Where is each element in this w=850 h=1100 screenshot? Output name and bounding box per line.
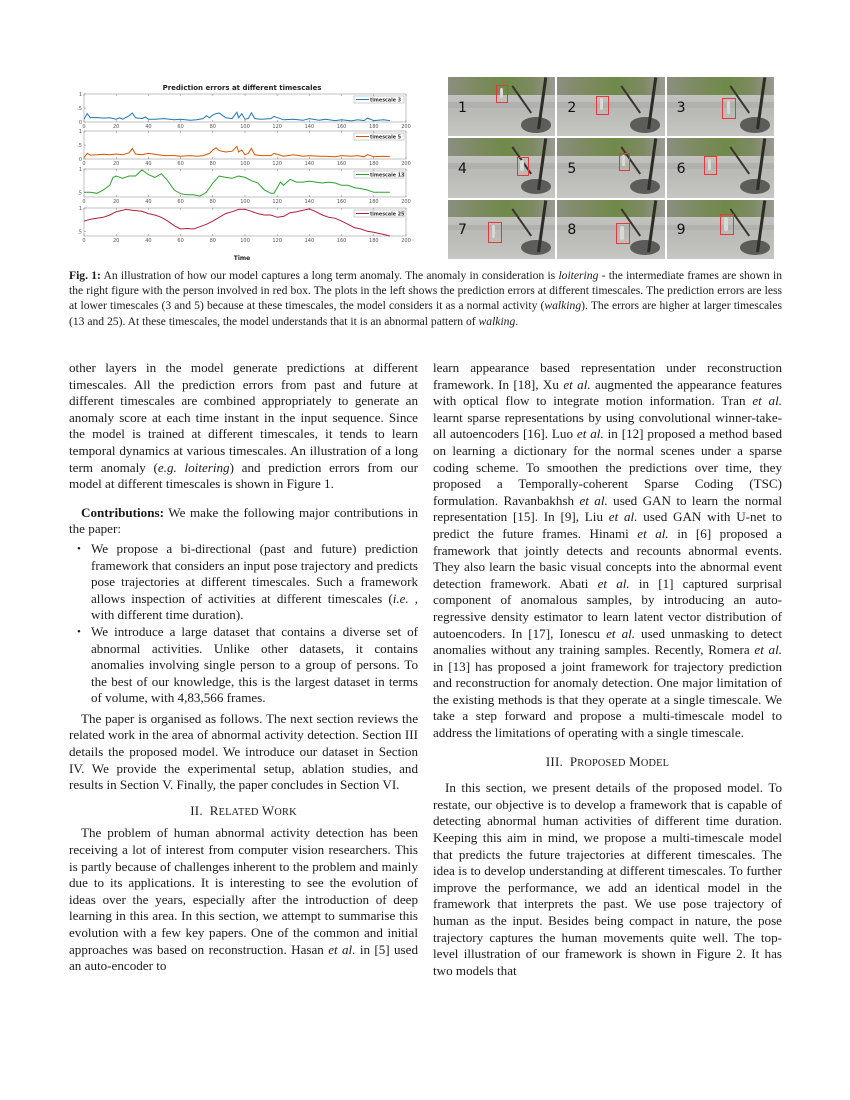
subplot-timescale-13 xyxy=(77,167,411,205)
red-bounding-box xyxy=(704,156,717,175)
video-frame-1 xyxy=(448,77,555,136)
svg-text:20: 20 xyxy=(113,238,120,244)
grass-area xyxy=(557,200,664,218)
svg-text:timescale 3: timescale 3 xyxy=(370,98,402,104)
svg-text:100: 100 xyxy=(240,199,250,205)
tree-base xyxy=(630,117,660,132)
svg-text:20: 20 xyxy=(113,161,120,167)
video-frame-5 xyxy=(557,138,664,197)
svg-text:180: 180 xyxy=(369,161,379,167)
contributions-list xyxy=(69,541,418,707)
svg-text:140: 140 xyxy=(304,199,315,205)
red-bounding-box xyxy=(596,96,609,115)
grass-area xyxy=(557,77,664,95)
svg-text:20: 20 xyxy=(113,199,120,205)
chart-canvas xyxy=(64,82,420,262)
grass-area xyxy=(448,200,555,218)
frame-number: 6 xyxy=(676,160,686,177)
svg-text:160: 160 xyxy=(336,124,347,130)
svg-text:1: 1 xyxy=(78,167,82,173)
svg-text:140: 140 xyxy=(304,161,315,167)
chart-title: Prediction errors at different timescales xyxy=(162,84,322,92)
grass-area xyxy=(448,138,555,156)
frame-number: 7 xyxy=(458,222,467,239)
red-bounding-box xyxy=(616,223,630,244)
contribution-item: • We propose a bi-directional (past and future) prediction framework that considers an input pose trajectory and predicts pose trajectories at different timescales. Such a framework allows inspection of activities at different timescales (i.e. , with different time duration). xyxy=(91,541,418,624)
video-frame-8 xyxy=(557,200,664,259)
grass-area xyxy=(667,77,774,95)
svg-text:60: 60 xyxy=(177,161,184,167)
svg-text:100: 100 xyxy=(240,238,250,244)
svg-text:160: 160 xyxy=(336,161,347,167)
video-frame-2 xyxy=(557,77,664,136)
svg-text:100: 100 xyxy=(240,161,250,167)
svg-text:.5: .5 xyxy=(77,229,82,236)
organisation-paragraph: The paper is organised as follows. The next section reviews the related work in the area of abnormal activity detection. Section III details the proposed model. We introduce our dataset in Section IV. We provide the experimental setup, ablation studies, and results in Section V. Finally, the paper concludes in Section VI. xyxy=(69,710,418,793)
svg-text:140: 140 xyxy=(304,238,315,244)
svg-text:0: 0 xyxy=(82,124,86,130)
frame-number: 3 xyxy=(676,99,686,116)
svg-text:120: 120 xyxy=(272,161,282,167)
svg-text:1: 1 xyxy=(78,92,82,98)
grass-area xyxy=(557,138,664,156)
svg-text:1: 1 xyxy=(78,206,82,212)
svg-text:40: 40 xyxy=(145,238,152,244)
prediction-error-chart xyxy=(64,82,420,262)
tree-base xyxy=(740,179,770,194)
intro-paragraph: other layers in the model generate predictions at different timescales. All the prediction errors from past and future at different timescales are combined appropriately to generate an anomaly score at each time instant in the input sequence. Since the model is trained at different timescales, it tends to learn temporal dynamics at various timescales. An illustration of a long term anomaly (e.g. loitering) and prediction errors from our model at different timescales is shown in Figure 1. xyxy=(69,360,418,492)
section-heading-related-work: II. RELATED WORK xyxy=(190,802,297,818)
subplot-timescale-25 xyxy=(77,206,411,244)
svg-text:80: 80 xyxy=(209,124,216,130)
legend xyxy=(354,133,404,141)
legend xyxy=(354,96,404,104)
right-column xyxy=(433,360,782,979)
svg-text:1: 1 xyxy=(78,129,82,135)
svg-text:0: 0 xyxy=(82,238,86,244)
video-frame-7 xyxy=(448,200,555,259)
svg-text:180: 180 xyxy=(369,238,379,244)
svg-text:timescale 13: timescale 13 xyxy=(370,173,405,179)
svg-text:0: 0 xyxy=(82,199,86,205)
svg-text:0: 0 xyxy=(78,120,82,126)
svg-text:160: 160 xyxy=(336,199,347,205)
svg-text:100: 100 xyxy=(240,124,250,130)
svg-text:80: 80 xyxy=(209,161,216,167)
contributions-paragraph: Contributions: We make the following major contributions in the paper: xyxy=(69,504,418,537)
red-bounding-box xyxy=(488,222,502,243)
red-bounding-box xyxy=(496,85,508,102)
svg-text:timescale 5: timescale 5 xyxy=(370,135,402,141)
loitering-frames-grid xyxy=(448,77,774,259)
svg-text:160: 160 xyxy=(336,238,347,244)
left-column xyxy=(69,360,418,975)
subplot-timescale-5 xyxy=(77,129,411,167)
svg-text:timescale 25: timescale 25 xyxy=(370,212,405,218)
svg-text:120: 120 xyxy=(272,124,282,130)
svg-text:200: 200 xyxy=(401,238,411,244)
tree-base xyxy=(521,117,551,132)
svg-text:.5: .5 xyxy=(77,106,82,112)
red-bounding-box xyxy=(517,157,530,176)
red-bounding-box xyxy=(720,214,734,235)
legend xyxy=(354,210,404,218)
svg-text:120: 120 xyxy=(272,238,282,244)
frame-number: 2 xyxy=(567,99,577,116)
svg-text:.5: .5 xyxy=(77,190,82,197)
video-frame-6 xyxy=(667,138,774,197)
proposed-model-paragraph: In this section, we present details of the proposed model. To restate, our objective is to develop a framework that is capable of detecting abnormal human activities of different time duration. Keeping this aim in mind, we propose a multi-timescale model that predicts the future trajectories at different timescales. The idea is to develop understanding at different timescales. To further improve the performance, we add an identical model in the framework that interprets the past. We use pose trajectory of human as the input. Besides being compact in nature, the pose trajectory captures the human movements quite well. The top-level illustration of our framework is shown in Figure 2. It has two models that xyxy=(433,780,782,978)
svg-text:20: 20 xyxy=(113,124,120,130)
section-heading-proposed-model: III. PROPOSED MODEL xyxy=(545,753,670,769)
grass-area xyxy=(667,138,774,156)
svg-text:80: 80 xyxy=(209,199,216,205)
subplot-timescale-3 xyxy=(77,92,411,130)
svg-text:200: 200 xyxy=(401,124,411,130)
frame-number: 4 xyxy=(458,160,467,177)
contributions-label: Contributions: xyxy=(81,504,164,520)
svg-text:60: 60 xyxy=(177,124,184,130)
svg-text:0: 0 xyxy=(78,157,82,163)
svg-text:40: 40 xyxy=(145,124,152,130)
svg-text:80: 80 xyxy=(209,238,216,244)
svg-text:60: 60 xyxy=(177,238,184,244)
x-axis-label: Time xyxy=(233,255,251,262)
tree-base xyxy=(740,117,770,132)
svg-text:180: 180 xyxy=(369,199,379,205)
svg-text:60: 60 xyxy=(177,199,184,205)
figure-caption: Fig. 1: An illustration of how our model captures a long term anomaly. The anomaly in consideration is loitering - the intermediate frames are shown in the right figure with the person involved in red box. The plots in the left shows the prediction errors at different timescales. The prediction errors are less at lower timescales (3 and 5) because at these timescales, the model considers it as a normal activity (walking). The errors are higher at larger timescales (13 and 25). At these timescales, the model understands that it is an abnormal pattern of walking. xyxy=(69,269,782,328)
svg-text:180: 180 xyxy=(369,124,379,130)
related-work-continued: learn appearance based representation under reconstruction framework. In [18], Xu et al. augmented the appearance features with optical flow to integrate motion information. Tran et al. learnt sparse representations by using convolutional winner-take-all autoencoders [16]. Luo et al. in [12] proposed a method based on learning a dictionary for the normal scenes under a sparse coding scheme. To smoothen the predictions over time, they proposed a Temporally-coherent Sparse Coding (TSC) formulation. Ravanbakhsh et al. used GAN to learn the normal representation [15]. In [9], Liu et al. used GAN with U-net to predict the future frames. Hinami et al. in [6] proposed a framework that jointly detects and recounts abnormal events. They also learn the basic visual concepts into the abnormal event detection framework. Abati et al. in [1] captured surprisal component of anomalous samples, by introducing an auto-regressive density estimator to learn latent vector distribution of autoencoders. In [17], Ionescu et al. used unmasking to detect anomalies without any training samples. Recently, Romera et al. in [13] has proposed a joint framework for trajectory prediction and reconstruction for anomaly detection. One major limitation of the existing methods is that they operate at a single timescale. We take a step forward and propose a multi-timescale model to address the limitations of operating with a single timescale. xyxy=(433,360,783,741)
tree-base xyxy=(521,179,551,194)
svg-text:120: 120 xyxy=(272,199,282,205)
frame-number: 1 xyxy=(458,99,467,116)
video-frame-4 xyxy=(448,138,555,197)
figure-label: Fig. 1: xyxy=(69,269,101,282)
svg-text:40: 40 xyxy=(145,199,152,205)
related-work-paragraph: The problem of human abnormal activity detection has been receiving a lot of interest from computer vision researchers. This is partly because of challenges inherent to the problem and mainly due to its applications. It is interesting to see the evolution of ideas over the years, especially after the introduction of deep learning in this area. In this section, we attempt to summarise this evolution with a few key papers. One of the common and initial approaches was based on reconstruction. Hasan et al. in [5] used an auto-encoder to xyxy=(69,825,418,974)
red-bounding-box xyxy=(619,153,631,170)
video-frame-9 xyxy=(667,200,774,259)
svg-text:200: 200 xyxy=(401,199,411,205)
svg-text:0: 0 xyxy=(82,161,86,167)
frame-number: 5 xyxy=(567,160,577,177)
video-frame-3 xyxy=(667,77,774,136)
frame-number: 8 xyxy=(567,222,577,239)
svg-text:200: 200 xyxy=(401,161,411,167)
svg-text:.5: .5 xyxy=(77,143,82,149)
svg-text:40: 40 xyxy=(145,161,152,167)
svg-text:140: 140 xyxy=(304,124,315,130)
frame-number: 9 xyxy=(676,222,686,239)
legend xyxy=(354,171,404,179)
red-bounding-box xyxy=(722,98,736,119)
contribution-item: • We introduce a large dataset that contains a diverse set of abnormal activities. Unlike other datasets, it contains anomalies involving single person to a group of persons. To the best of our knowledge, this is the largest dataset in terms of volume, with 4,83,566 frames. xyxy=(91,624,418,707)
